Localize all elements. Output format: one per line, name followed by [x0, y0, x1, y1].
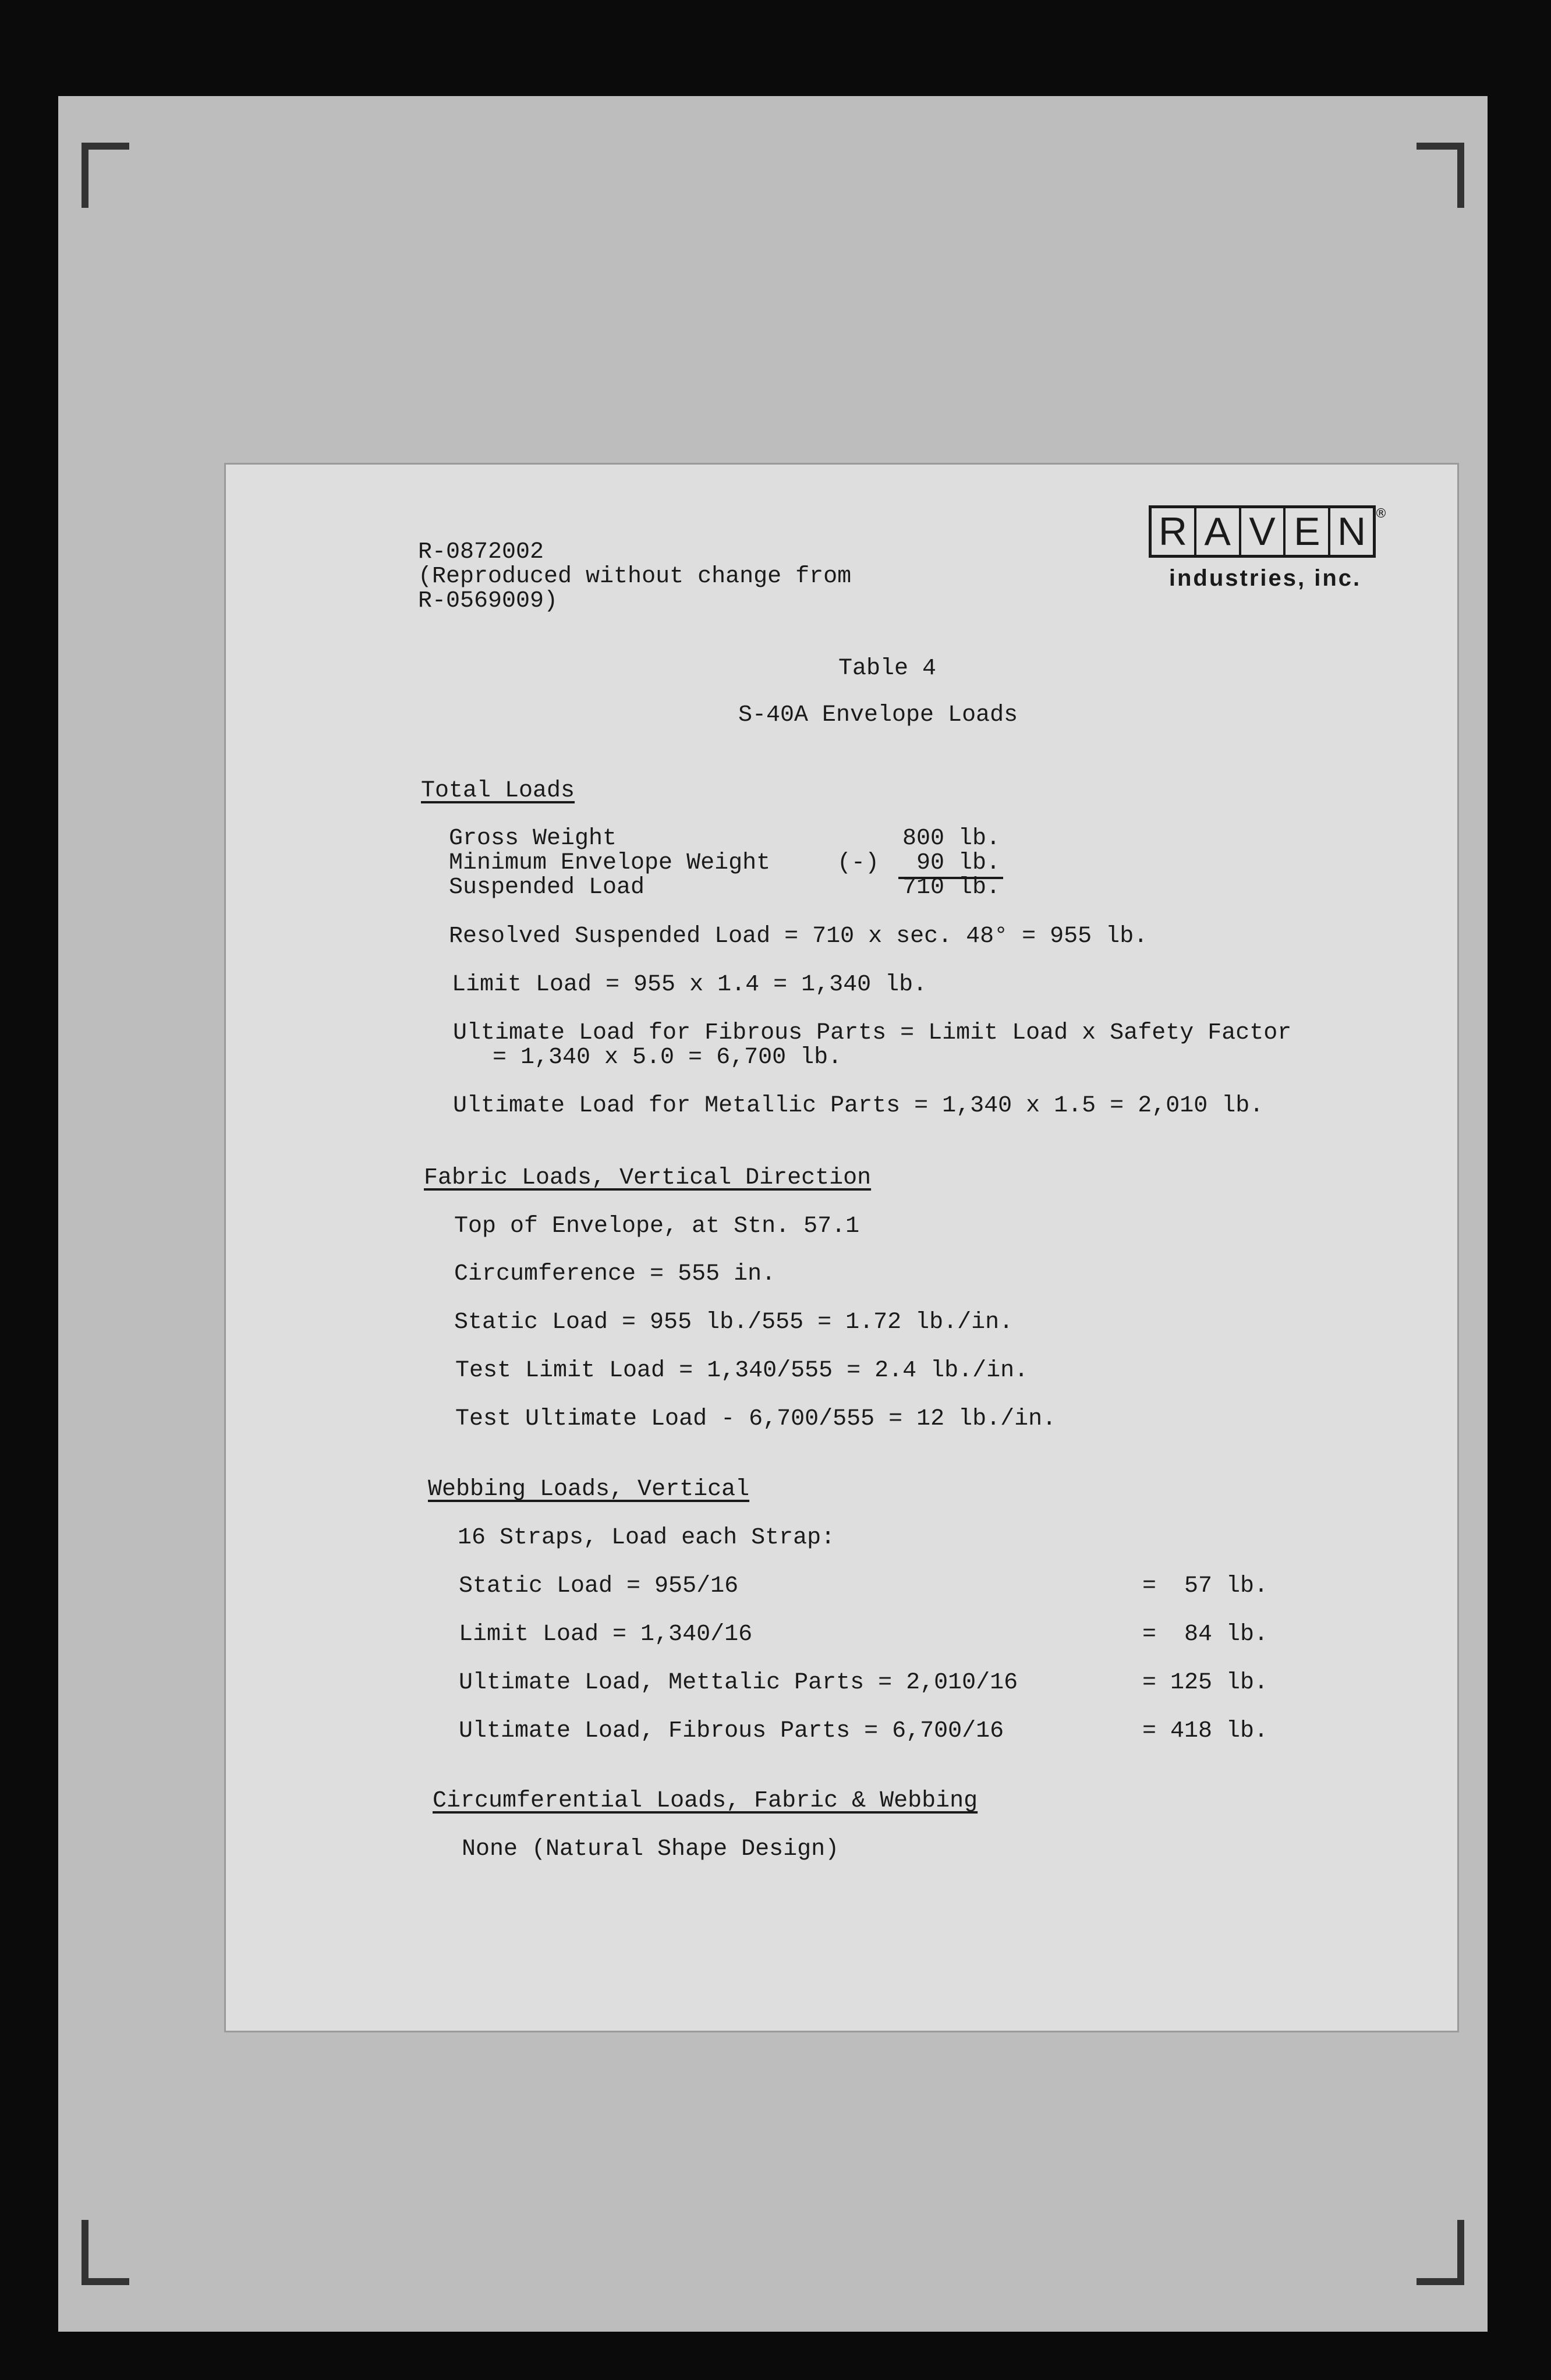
logo-subtitle: industries, inc.	[1168, 565, 1362, 591]
circumference: Circumference = 555 in.	[454, 1261, 776, 1287]
min-envelope-sign: (-)	[837, 850, 880, 876]
logo-letter: N	[1337, 509, 1366, 554]
reproduction-note-line2: R-0569009)	[418, 588, 558, 614]
registered-mark: ®	[1375, 507, 1387, 521]
logo-letter-box	[1149, 505, 1376, 558]
total-loads-heading: Total Loads	[421, 778, 575, 804]
resolved-suspended-load: Resolved Suspended Load = 710 x sec. 48° = 955 lb.	[449, 923, 1148, 950]
logo-letter: A	[1196, 508, 1241, 555]
min-envelope-value: 90 lb.	[916, 850, 1000, 876]
gross-weight-value: 800 lb.	[902, 826, 1000, 852]
logo-letter: R	[1152, 508, 1196, 555]
webbing-row-value: = 57 lb.	[1142, 1573, 1268, 1599]
webbing-row-value: = 125 lb.	[1142, 1670, 1268, 1696]
ultimate-metallic: Ultimate Load for Metallic Parts = 1,340 x 1.5 = 2,010 lb.	[453, 1093, 1264, 1119]
webbing-loads-heading: Webbing Loads, Vertical	[428, 1476, 750, 1503]
raven-logo	[1149, 505, 1393, 590]
ultimate-fibrous-line1: Ultimate Load for Fibrous Parts = Limit Load x Safety Factor	[453, 1020, 1292, 1046]
webbing-row-label: Ultimate Load, Fibrous Parts = 6,700/16	[459, 1718, 1004, 1744]
document-sheet	[224, 463, 1459, 2032]
webbing-row-label: Static Load = 955/16	[459, 1573, 739, 1599]
table-title: S-40A Envelope Loads	[738, 702, 1018, 728]
webbing-row-value: = 84 lb.	[1142, 1621, 1268, 1648]
straps-intro: 16 Straps, Load each Strap:	[458, 1525, 835, 1551]
suspended-load-label: Suspended Load	[449, 874, 645, 901]
gross-weight-label: Gross Weight	[449, 826, 617, 852]
fabric-loads-heading: Fabric Loads, Vertical Direction	[424, 1165, 872, 1191]
crop-mark-bottom-right	[1417, 2220, 1464, 2285]
webbing-row-label: Ultimate Load, Mettalic Parts = 2,010/16	[459, 1670, 1018, 1696]
min-envelope-label: Minimum Envelope Weight	[449, 850, 771, 876]
ultimate-fibrous-line2: = 1,340 x 5.0 = 6,700 lb.	[493, 1044, 842, 1071]
circumferential-loads-heading: Circumferential Loads, Fabric & Webbing	[433, 1788, 978, 1814]
logo-letter: V	[1241, 508, 1286, 555]
limit-load: Limit Load = 955 x 1.4 = 1,340 lb.	[452, 972, 927, 998]
fabric-static-load: Static Load = 955 lb./555 = 1.72 lb./in.	[454, 1309, 1014, 1336]
test-limit-load: Test Limit Load = 1,340/555 = 2.4 lb./in.	[455, 1358, 1029, 1384]
webbing-row-label: Limit Load = 1,340/16	[459, 1621, 753, 1648]
logo-letter: E	[1286, 508, 1330, 555]
table-number: Table 4	[838, 656, 937, 682]
top-of-envelope: Top of Envelope, at Stn. 57.1	[454, 1213, 860, 1239]
webbing-row-value: = 418 lb.	[1142, 1718, 1268, 1744]
crop-mark-bottom-left	[82, 2220, 129, 2285]
test-ultimate-load: Test Ultimate Load - 6,700/555 = 12 lb./in.	[455, 1406, 1057, 1432]
crop-mark-top-right	[1417, 143, 1464, 208]
suspended-load-value: 710 lb.	[902, 874, 1000, 901]
crop-mark-top-left	[82, 143, 129, 208]
reproduction-note-line1: (Reproduced without change from	[418, 564, 852, 590]
natural-shape-note: None (Natural Shape Design)	[462, 1836, 840, 1862]
report-number: R-0872002	[418, 539, 544, 565]
